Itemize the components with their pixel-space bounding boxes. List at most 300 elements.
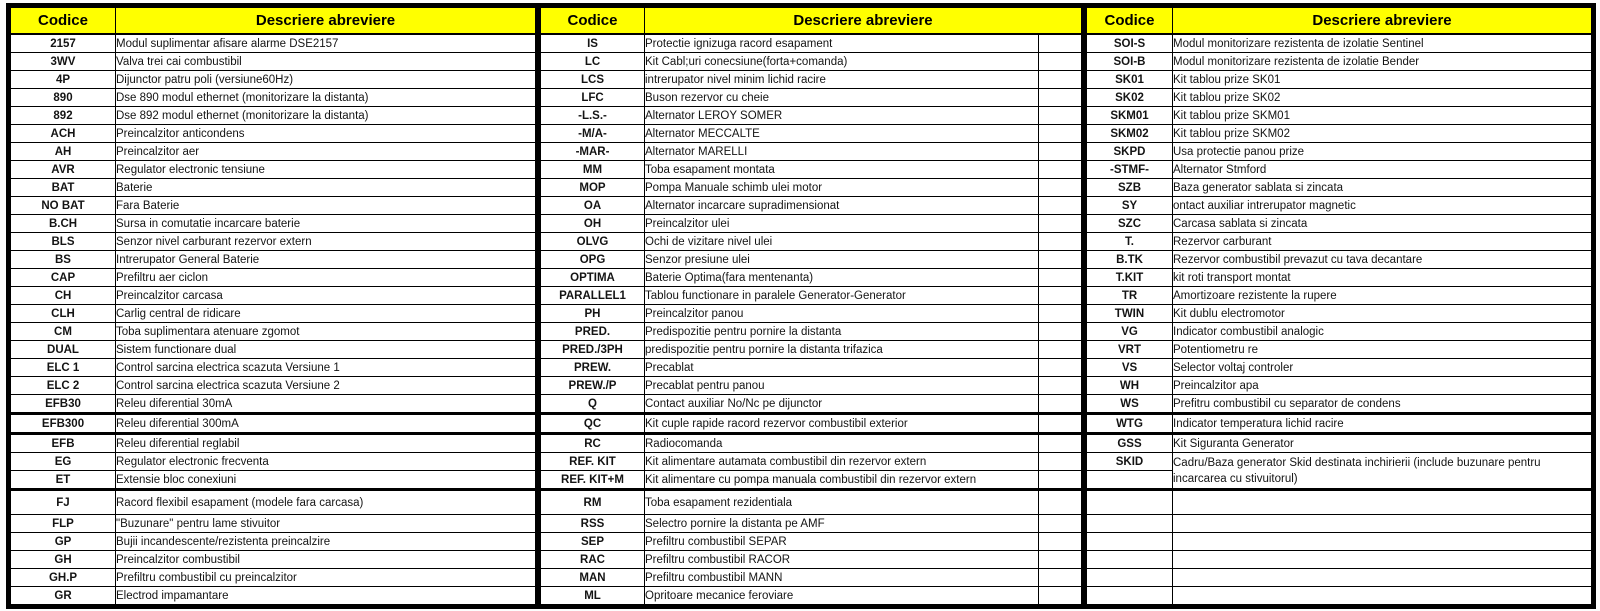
desc-cell: Modul monitorizare rezistenta de izolatie Bender	[1173, 53, 1592, 71]
code-cell: 890	[11, 89, 116, 107]
code-cell: SKPD	[1087, 143, 1173, 161]
table-row	[541, 161, 1082, 179]
table-row	[541, 533, 1082, 551]
table-row	[11, 125, 536, 143]
table-row	[11, 395, 536, 414]
desc-cell: Prefiltru aer ciclon	[116, 269, 536, 287]
desc-cell: Regulator electronic tensiune	[116, 161, 536, 179]
table-row	[11, 34, 536, 53]
table-row	[1087, 359, 1592, 377]
table-row	[1087, 305, 1592, 323]
table-row	[1087, 287, 1592, 305]
code-cell: SOI-S	[1087, 34, 1173, 53]
desc-cell	[1173, 490, 1592, 515]
desc-cell: Prefiltru combustibil RACOR	[645, 551, 1039, 569]
code-cell: OPTIMA	[541, 269, 645, 287]
desc-cell: Rezervor combustibil prevazut cu tava decantare	[1173, 251, 1592, 269]
code-cell: RSS	[541, 515, 645, 533]
code-cell: REF. KIT	[541, 453, 645, 471]
table-row	[11, 414, 536, 434]
desc-cell: Indicator temperatura lichid racire	[1173, 414, 1592, 434]
table-row	[11, 233, 536, 251]
code-cell: SEP	[541, 533, 645, 551]
table-row	[541, 287, 1082, 305]
table-row	[541, 323, 1082, 341]
desc-cell: Tablou functionare in paralele Generator-Generator	[645, 287, 1039, 305]
code-cell: MOP	[541, 179, 645, 197]
table-row	[11, 53, 536, 71]
table-row	[1087, 434, 1592, 453]
table-row	[541, 251, 1082, 269]
desc-cell: Precablat pentru panou	[645, 377, 1039, 395]
desc-cell: Predispozitie pentru pornire la distanta	[645, 323, 1039, 341]
table-row	[1087, 161, 1592, 179]
table-row	[541, 453, 1082, 471]
table-row	[541, 125, 1082, 143]
table-header-left	[11, 8, 536, 35]
code-cell: B.TK	[1087, 251, 1173, 269]
spacer-cell	[1039, 377, 1082, 395]
desc-cell: Kit dublu electromotor	[1173, 305, 1592, 323]
desc-cell: Toba suplimentara atenuare zgomot	[116, 323, 536, 341]
code-cell: OPG	[541, 251, 645, 269]
code-cell: WTG	[1087, 414, 1173, 434]
desc-cell: Indicator combustibil analogic	[1173, 323, 1592, 341]
spacer-cell	[1039, 233, 1082, 251]
desc-cell: Dse 892 modul ethernet (monitorizare la distanta)	[116, 107, 536, 125]
table-row	[541, 269, 1082, 287]
code-cell: RAC	[541, 551, 645, 569]
table-row	[541, 179, 1082, 197]
table-row	[11, 515, 536, 533]
code-cell: T.KIT	[1087, 269, 1173, 287]
desc-cell: Sursa in comutatie incarcare baterie	[116, 215, 536, 233]
desc-cell: Bujii incandescente/rezistenta preincalzire	[116, 533, 536, 551]
spacer-cell	[1039, 569, 1082, 587]
table-row	[541, 197, 1082, 215]
code-cell: 3WV	[11, 53, 116, 71]
desc-cell: Modul suplimentar afisare alarme DSE2157	[116, 34, 536, 53]
table-row	[11, 71, 536, 89]
desc-cell: Control sarcina electrica scazuta Versiune 1	[116, 359, 536, 377]
table-row	[541, 515, 1082, 533]
spacer-cell	[1039, 395, 1082, 414]
code-cell: EFB	[11, 434, 116, 453]
spacer-cell	[1039, 161, 1082, 179]
code-cell: LFC	[541, 89, 645, 107]
desc-cell: Regulator electronic frecventa	[116, 453, 536, 471]
table-row	[1087, 453, 1592, 471]
table-row	[1087, 269, 1592, 287]
desc-cell: Kit tablou prize SKM02	[1173, 125, 1592, 143]
desc-cell: Kit tablou prize SKM01	[1173, 107, 1592, 125]
code-cell	[1087, 551, 1173, 569]
desc-cell: Selectro pornire la distanta pe AMF	[645, 515, 1039, 533]
table-body-right	[1087, 34, 1592, 605]
table-header-right	[1087, 8, 1592, 35]
desc-cell: Electrod impamantare	[116, 587, 536, 605]
desc-cell: Toba esapament montata	[645, 161, 1039, 179]
code-cell: QC	[541, 414, 645, 434]
code-cell: OA	[541, 197, 645, 215]
desc-cell: Intrerupator General Baterie	[116, 251, 536, 269]
table-row	[11, 251, 536, 269]
table-row	[541, 215, 1082, 233]
desc-cell: Prefiltru combustibil cu preincalzitor	[116, 569, 536, 587]
code-cell	[1087, 490, 1173, 515]
table-row	[541, 71, 1082, 89]
desc-cell: Contact auxiliar No/Nc pe dijunctor	[645, 395, 1039, 414]
code-cell: EG	[11, 453, 116, 471]
spacer-cell	[1039, 287, 1082, 305]
desc-cell: Kit tablou prize SK02	[1173, 89, 1592, 107]
spacer-cell	[1039, 515, 1082, 533]
table-row	[1087, 197, 1592, 215]
table-row	[541, 377, 1082, 395]
desc-cell: Usa protectie panou prize	[1173, 143, 1592, 161]
spacer-cell	[1039, 197, 1082, 215]
code-cell: GH.P	[11, 569, 116, 587]
desc-cell: Preincalzitor panou	[645, 305, 1039, 323]
desc-cell: Releu diferential reglabil	[116, 434, 536, 453]
desc-cell: Selector voltaj controler	[1173, 359, 1592, 377]
code-cell: WS	[1087, 395, 1173, 414]
table-row	[1087, 377, 1592, 395]
code-cell: FJ	[11, 490, 116, 515]
spacer-cell	[1039, 269, 1082, 287]
table-row	[541, 587, 1082, 605]
table-row	[1087, 53, 1592, 71]
spacer-cell	[1039, 251, 1082, 269]
table-row	[11, 305, 536, 323]
code-cell: -STMF-	[1087, 161, 1173, 179]
code-cell: 2157	[11, 34, 116, 53]
code-cell: -L.S.-	[541, 107, 645, 125]
spacer-cell	[1039, 490, 1082, 515]
table-row	[11, 143, 536, 161]
table-row	[11, 323, 536, 341]
code-cell: SY	[1087, 197, 1173, 215]
table-row	[1087, 395, 1592, 414]
table-row	[1087, 233, 1592, 251]
spacer-cell	[1039, 323, 1082, 341]
table-row	[1087, 414, 1592, 434]
code-cell: SZB	[1087, 179, 1173, 197]
spacer-cell	[1039, 71, 1082, 89]
desc-cell: Prefitru combustibil cu separator de condens	[1173, 395, 1592, 414]
desc-cell: Rezervor carburant	[1173, 233, 1592, 251]
spacer-cell	[1039, 471, 1082, 490]
code-cell: BAT	[11, 179, 116, 197]
table-row	[541, 471, 1082, 490]
desc-cell: Releu diferential 30mA	[116, 395, 536, 414]
code-cell: T.	[1087, 233, 1173, 251]
code-cell: GSS	[1087, 434, 1173, 453]
table-row	[1087, 251, 1592, 269]
table-row	[11, 179, 536, 197]
code-cell: GP	[11, 533, 116, 551]
table-row	[541, 434, 1082, 453]
desc-cell: Carcasa sablata si zincata	[1173, 215, 1592, 233]
code-cell: BS	[11, 251, 116, 269]
code-cell: CM	[11, 323, 116, 341]
desc-cell: Preincalzitor anticondens	[116, 125, 536, 143]
code-cell: PRED.	[541, 323, 645, 341]
code-cell: 4P	[11, 71, 116, 89]
table-row	[541, 89, 1082, 107]
table-row	[1087, 107, 1592, 125]
table-row	[541, 143, 1082, 161]
code-cell: B.CH	[11, 215, 116, 233]
desc-cell: Kit alimentare autamata combustibil din rezervor extern	[645, 453, 1039, 471]
table-row	[11, 377, 536, 395]
desc-cell: Kit tablou prize SK01	[1173, 71, 1592, 89]
table-row	[541, 414, 1082, 434]
code-cell: CH	[11, 287, 116, 305]
spacer-cell	[1039, 125, 1082, 143]
table-row	[1087, 341, 1592, 359]
code-cell: 892	[11, 107, 116, 125]
spacer-cell	[1039, 453, 1082, 471]
code-cell	[1087, 587, 1173, 605]
desc-cell: Valva trei cai combustibil	[116, 53, 536, 71]
desc-cell: Senzor presiune ulei	[645, 251, 1039, 269]
table-row	[11, 359, 536, 377]
code-cell: SKID	[1087, 453, 1173, 471]
table-row	[11, 453, 536, 471]
code-cell: WH	[1087, 377, 1173, 395]
desc-cell: Baza generator sablata si zincata	[1173, 179, 1592, 197]
spacer-cell	[1039, 89, 1082, 107]
code-cell: AH	[11, 143, 116, 161]
code-cell: ELC 2	[11, 377, 116, 395]
header-descriere: Descriere abreviere	[1173, 8, 1592, 35]
desc-cell: Carlig central de ridicare	[116, 305, 536, 323]
desc-cell: Pompa Manuale schimb ulei motor	[645, 179, 1039, 197]
code-cell: Q	[541, 395, 645, 414]
desc-cell: Baterie	[116, 179, 536, 197]
code-cell	[1087, 471, 1173, 490]
desc-cell: Alternator Stmford	[1173, 161, 1592, 179]
code-cell: LC	[541, 53, 645, 71]
code-cell: SZC	[1087, 215, 1173, 233]
spacer-cell	[1039, 53, 1082, 71]
code-cell: ACH	[11, 125, 116, 143]
desc-cell: Preincalzitor carcasa	[116, 287, 536, 305]
desc-cell	[1173, 515, 1592, 533]
desc-cell: Radiocomanda	[645, 434, 1039, 453]
code-cell: DUAL	[11, 341, 116, 359]
desc-cell	[1173, 587, 1592, 605]
desc-cell: Ochi de vizitare nivel ulei	[645, 233, 1039, 251]
table-row	[11, 215, 536, 233]
desc-cell: Opritoare mecanice feroviare	[645, 587, 1039, 605]
desc-cell: Preincalzitor combustibil	[116, 551, 536, 569]
table-row	[1087, 125, 1592, 143]
table-row	[11, 287, 536, 305]
header-descriere: Descriere abreviere	[116, 8, 536, 35]
spacer-cell	[1039, 34, 1082, 53]
desc-cell: Senzor nivel carburant rezervor extern	[116, 233, 536, 251]
code-cell: AVR	[11, 161, 116, 179]
table-row	[541, 107, 1082, 125]
desc-cell	[1173, 551, 1592, 569]
desc-cell: Kit cuple rapide racord rezervor combustibil exterior	[645, 414, 1039, 434]
table-body-middle	[541, 34, 1082, 605]
code-cell: EFB30	[11, 395, 116, 414]
desc-cell: Preincalzitor ulei	[645, 215, 1039, 233]
desc-cell: predispozitie pentru pornire la distanta trifazica	[645, 341, 1039, 359]
table-row	[11, 434, 536, 453]
table-body-left	[11, 34, 536, 605]
code-cell: SOI-B	[1087, 53, 1173, 71]
desc-cell: Extensie bloc conexiuni	[116, 471, 536, 490]
code-cell: IS	[541, 34, 645, 53]
desc-cell: Dijunctor patru poli (versiune60Hz)	[116, 71, 536, 89]
code-cell	[1087, 533, 1173, 551]
table-row	[1087, 34, 1592, 53]
code-cell: PREW./P	[541, 377, 645, 395]
table-row	[1087, 515, 1592, 533]
table-row	[11, 341, 536, 359]
desc-cell: "Buzunare" pentru lame stivuitor	[116, 515, 536, 533]
code-cell: ML	[541, 587, 645, 605]
table-row	[11, 471, 536, 490]
codes-table-right	[1086, 7, 1592, 605]
spacer-cell	[1039, 434, 1082, 453]
codes-table-left	[10, 7, 536, 605]
code-cell: RM	[541, 490, 645, 515]
code-cell: EFB300	[11, 414, 116, 434]
table-row	[11, 197, 536, 215]
table-row	[541, 359, 1082, 377]
desc-cell: Alternator incarcare supradimensionat	[645, 197, 1039, 215]
code-cell: VG	[1087, 323, 1173, 341]
table-row	[1087, 587, 1592, 605]
table-row	[1087, 551, 1592, 569]
code-cell: PARALLEL1	[541, 287, 645, 305]
code-cell: CAP	[11, 269, 116, 287]
table-row	[541, 34, 1082, 53]
spacer-cell	[1039, 359, 1082, 377]
table-row	[1087, 490, 1592, 515]
code-cell: LCS	[541, 71, 645, 89]
table-row	[541, 233, 1082, 251]
spacer-cell	[1039, 107, 1082, 125]
header-codice: Codice	[1087, 8, 1173, 35]
desc-cell: Precablat	[645, 359, 1039, 377]
desc-cell: Dse 890 modul ethernet (monitorizare la distanta)	[116, 89, 536, 107]
spacer-cell	[1039, 533, 1082, 551]
code-cell: BLS	[11, 233, 116, 251]
desc-cell: Racord flexibil esapament (modele fara carcasa)	[116, 490, 536, 515]
code-cell: RC	[541, 434, 645, 453]
header-row	[1087, 8, 1592, 35]
desc-cell: intrerupator nivel minim lichid racire	[645, 71, 1039, 89]
table-row	[1087, 143, 1592, 161]
desc-cell: Alternator LEROY SOMER	[645, 107, 1039, 125]
desc-cell: Releu diferential 300mA	[116, 414, 536, 434]
table-row	[541, 395, 1082, 414]
desc-cell: Amortizoare rezistente la rupere	[1173, 287, 1592, 305]
table-row	[541, 569, 1082, 587]
code-cell: OLVG	[541, 233, 645, 251]
code-cell: SK02	[1087, 89, 1173, 107]
desc-cell: ontact auxiliar intrerupator magnetic	[1173, 197, 1592, 215]
header-row	[541, 8, 1082, 35]
desc-cell: Alternator MECCALTE	[645, 125, 1039, 143]
desc-cell: Control sarcina electrica scazuta Versiune 2	[116, 377, 536, 395]
table-row	[1087, 323, 1592, 341]
code-cell: GR	[11, 587, 116, 605]
code-cell	[1087, 515, 1173, 533]
desc-cell: kit roti transport montat	[1173, 269, 1592, 287]
desc-cell: Kit Cabl;uri conecsiune(forta+comanda)	[645, 53, 1039, 71]
code-cell: OH	[541, 215, 645, 233]
code-cell: ELC 1	[11, 359, 116, 377]
spacer-cell	[1039, 215, 1082, 233]
table-header-middle	[541, 8, 1082, 35]
spacer-cell	[1039, 179, 1082, 197]
desc-cell: Protectie ignizuga racord esapament	[645, 34, 1039, 53]
code-cell: PRED./3PH	[541, 341, 645, 359]
desc-cell	[1173, 569, 1592, 587]
spacer-cell	[1039, 341, 1082, 359]
abbreviations-sheet	[6, 3, 1596, 609]
table-row	[11, 269, 536, 287]
spacer-cell	[1039, 143, 1082, 161]
table-row	[11, 569, 536, 587]
spacer-cell	[1039, 414, 1082, 434]
code-cell: PH	[541, 305, 645, 323]
code-cell: -MAR-	[541, 143, 645, 161]
desc-cell: Fara Baterie	[116, 197, 536, 215]
code-cell: PREW.	[541, 359, 645, 377]
desc-cell: Cadru/Baza generator Skid destinata inchirierii (include buzunare pentru incarcarea cu stivuitorul)	[1173, 453, 1592, 490]
table-row	[11, 161, 536, 179]
code-cell: -M/A-	[541, 125, 645, 143]
desc-cell: Kit Siguranta Generator	[1173, 434, 1592, 453]
code-cell: SKM01	[1087, 107, 1173, 125]
table-row	[11, 551, 536, 569]
table-row	[541, 341, 1082, 359]
table-row	[1087, 179, 1592, 197]
table-row	[1087, 71, 1592, 89]
code-cell: FLP	[11, 515, 116, 533]
table-row	[541, 305, 1082, 323]
code-cell: SKM02	[1087, 125, 1173, 143]
table-row	[11, 587, 536, 605]
table-row	[541, 551, 1082, 569]
desc-cell: Preincalzitor aer	[116, 143, 536, 161]
codes-table-middle	[540, 7, 1082, 605]
table-row	[1087, 89, 1592, 107]
table-row	[1087, 533, 1592, 551]
code-cell: VRT	[1087, 341, 1173, 359]
code-cell: VS	[1087, 359, 1173, 377]
table-row	[11, 107, 536, 125]
code-cell: MM	[541, 161, 645, 179]
spacer-cell	[1039, 551, 1082, 569]
code-cell: ET	[11, 471, 116, 490]
desc-cell: Potentiometru re	[1173, 341, 1592, 359]
code-cell: MAN	[541, 569, 645, 587]
desc-cell: Baterie Optima(fara mentenanta)	[645, 269, 1039, 287]
desc-cell: Alternator MARELLI	[645, 143, 1039, 161]
desc-cell: Prefiltru combustibil SEPAR	[645, 533, 1039, 551]
desc-cell: Toba esapament rezidentiala	[645, 490, 1039, 515]
table-row	[1087, 569, 1592, 587]
